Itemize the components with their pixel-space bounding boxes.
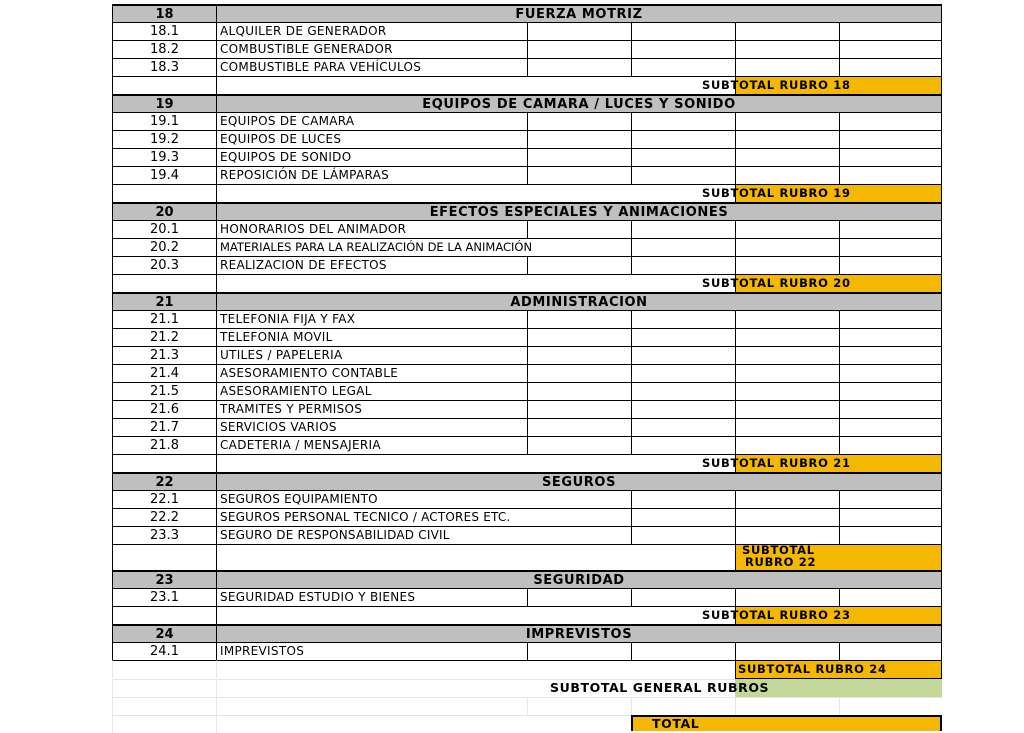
- value-cell[interactable]: [631, 642, 735, 660]
- value-cell[interactable]: [839, 40, 942, 58]
- blank-cell[interactable]: [527, 697, 631, 715]
- section-title: SEGURIDAD: [216, 570, 942, 588]
- item-description[interactable]: SEGURO DE RESPONSABILIDAD CIVIL: [216, 526, 631, 544]
- item-number[interactable]: 21.2: [112, 328, 216, 346]
- subtotal-row-21: [112, 454, 942, 472]
- item-description[interactable]: REPOSICIÓN DE LÁMPARAS: [216, 166, 527, 184]
- item-description[interactable]: EQUIPOS DE LUCES: [216, 130, 527, 148]
- value-cell[interactable]: [735, 400, 839, 418]
- blank-cell[interactable]: [216, 454, 735, 472]
- value-cell[interactable]: [631, 418, 735, 436]
- value-cell[interactable]: [839, 526, 942, 544]
- value-cell[interactable]: [735, 166, 839, 184]
- value-cell[interactable]: [735, 148, 839, 166]
- value-cell[interactable]: [527, 436, 631, 454]
- item-description[interactable]: ASESORAMIENTO CONTABLE: [216, 364, 527, 382]
- blank-cell[interactable]: [112, 184, 216, 202]
- value-cell[interactable]: [527, 346, 631, 364]
- value-cell[interactable]: [527, 588, 631, 606]
- blank-cell[interactable]: [112, 76, 216, 94]
- table-row: [112, 328, 942, 346]
- table-row: [112, 382, 942, 400]
- subtotal-row-18: [112, 76, 942, 94]
- item-description[interactable]: COMBUSTIBLE GENERADOR: [216, 40, 527, 58]
- value-cell[interactable]: [527, 112, 631, 130]
- section-header-21: [112, 292, 942, 310]
- value-cell[interactable]: [527, 364, 631, 382]
- value-cell[interactable]: [631, 58, 735, 76]
- blank-cell[interactable]: [216, 544, 735, 570]
- blank-cell[interactable]: [216, 660, 735, 678]
- value-cell[interactable]: [527, 148, 631, 166]
- value-cell[interactable]: [735, 346, 839, 364]
- table-row: [112, 400, 942, 418]
- item-description[interactable]: TELEFONIA MOVIL: [216, 328, 527, 346]
- value-cell[interactable]: [839, 418, 942, 436]
- value-cell[interactable]: [527, 418, 631, 436]
- value-cell[interactable]: [527, 400, 631, 418]
- section-header-19: [112, 94, 942, 112]
- section-number: 21: [112, 292, 216, 310]
- section-header-24: [112, 624, 942, 642]
- table-row: [112, 22, 942, 40]
- item-description[interactable]: SEGUROS PERSONAL TECNICO / ACTORES ETC.: [216, 508, 631, 526]
- section-number: 22: [112, 472, 216, 490]
- value-cell[interactable]: [631, 22, 735, 40]
- table-row: [112, 364, 942, 382]
- table-row: [112, 436, 942, 454]
- item-number[interactable]: 18.3: [112, 58, 216, 76]
- subtotal-row-20: [112, 274, 942, 292]
- blank-row: [112, 697, 942, 715]
- item-description[interactable]: TELEFONIA FIJA Y FAX: [216, 310, 527, 328]
- item-description[interactable]: CADETERIA / MENSAJERIA: [216, 436, 527, 454]
- value-cell[interactable]: [631, 508, 735, 526]
- value-cell[interactable]: [631, 112, 735, 130]
- value-cell[interactable]: [735, 490, 839, 508]
- blank-cell[interactable]: [216, 606, 735, 624]
- value-cell[interactable]: [735, 310, 839, 328]
- blank-cell[interactable]: [735, 697, 839, 715]
- table-row: [112, 346, 942, 364]
- value-cell[interactable]: [527, 58, 631, 76]
- value-cell[interactable]: [735, 238, 839, 256]
- value-cell[interactable]: [631, 526, 735, 544]
- value-cell[interactable]: [631, 238, 735, 256]
- value-cell[interactable]: [839, 310, 942, 328]
- item-description[interactable]: HONORARIOS DEL ANIMADOR: [216, 220, 527, 238]
- value-cell[interactable]: [839, 22, 942, 40]
- value-cell[interactable]: [631, 130, 735, 148]
- value-cell[interactable]: [631, 490, 735, 508]
- value-cell[interactable]: [735, 130, 839, 148]
- item-number[interactable]: 19.3: [112, 148, 216, 166]
- item-number[interactable]: 22.2: [112, 508, 216, 526]
- value-cell[interactable]: [527, 22, 631, 40]
- value-cell[interactable]: [735, 112, 839, 130]
- value-cell[interactable]: [735, 418, 839, 436]
- blank-cell[interactable]: [631, 697, 735, 715]
- value-cell[interactable]: [631, 256, 735, 274]
- table-row: [112, 418, 942, 436]
- subtotal-general-label: SUBTOTAL GENERAL RUBROS: [550, 680, 770, 695]
- blank-cell[interactable]: [216, 184, 735, 202]
- subtotal-label: SUBTOTAL RUBRO 24: [738, 662, 887, 676]
- value-cell[interactable]: [631, 40, 735, 58]
- item-number[interactable]: 19.2: [112, 130, 216, 148]
- value-cell[interactable]: [839, 148, 942, 166]
- value-cell[interactable]: [839, 256, 942, 274]
- item-description[interactable]: SEGUROS EQUIPAMIENTO: [216, 490, 631, 508]
- value-cell[interactable]: [735, 642, 839, 660]
- table-row: [112, 508, 942, 526]
- section-header-20: [112, 202, 942, 220]
- table-row: [112, 526, 942, 544]
- item-number[interactable]: 21.7: [112, 418, 216, 436]
- value-cell[interactable]: [839, 382, 942, 400]
- value-cell[interactable]: [631, 310, 735, 328]
- item-number[interactable]: 19.4: [112, 166, 216, 184]
- section-title: SEGUROS: [216, 472, 942, 490]
- value-cell[interactable]: [527, 220, 631, 238]
- blank-cell[interactable]: [112, 454, 216, 472]
- subtotal-label: SUBTOTAL RUBRO 22: [742, 543, 817, 569]
- value-cell[interactable]: [631, 364, 735, 382]
- subtotal-label: SUBTOTAL RUBRO 21: [702, 456, 851, 470]
- section-header-23: [112, 570, 942, 588]
- value-cell[interactable]: [735, 58, 839, 76]
- table-row: [112, 58, 942, 76]
- value-cell[interactable]: [631, 148, 735, 166]
- blank-cell[interactable]: [112, 544, 216, 570]
- item-number[interactable]: 23.1: [112, 588, 216, 606]
- total-row: [112, 715, 942, 731]
- blank-cell[interactable]: [112, 697, 216, 715]
- value-cell[interactable]: [735, 328, 839, 346]
- subtotal-general-row: [112, 679, 942, 697]
- section-number: 23: [112, 570, 216, 588]
- table-row: [112, 130, 942, 148]
- item-number[interactable]: 20.1: [112, 220, 216, 238]
- value-cell[interactable]: [839, 400, 942, 418]
- value-cell[interactable]: [735, 40, 839, 58]
- value-cell[interactable]: [839, 58, 942, 76]
- blank-cell[interactable]: [216, 697, 527, 715]
- item-number[interactable]: 21.1: [112, 310, 216, 328]
- item-number[interactable]: 22.1: [112, 490, 216, 508]
- item-description[interactable]: REALIZACION DE EFECTOS: [216, 256, 527, 274]
- blank-cell[interactable]: [112, 715, 216, 733]
- value-cell[interactable]: [839, 166, 942, 184]
- value-cell[interactable]: [527, 256, 631, 274]
- item-description[interactable]: COMBUSTIBLE PARA VEHÍCULOS: [216, 58, 527, 76]
- item-number[interactable]: 19.1: [112, 112, 216, 130]
- value-cell[interactable]: [631, 346, 735, 364]
- section-title: FUERZA MOTRIZ: [216, 4, 942, 22]
- section-header-22: [112, 472, 942, 490]
- subtotal-row-19: [112, 184, 942, 202]
- table-row: [112, 310, 942, 328]
- value-cell[interactable]: [735, 526, 839, 544]
- table-row: [112, 166, 942, 184]
- value-cell[interactable]: [735, 22, 839, 40]
- value-cell[interactable]: [735, 256, 839, 274]
- value-cell[interactable]: [839, 130, 942, 148]
- item-description[interactable]: UTILES / PAPELERIA: [216, 346, 527, 364]
- table-row: [112, 148, 942, 166]
- subtotal-label: SUBTOTAL RUBRO 18: [702, 78, 851, 92]
- value-cell[interactable]: [735, 220, 839, 238]
- blank-cell[interactable]: [216, 715, 631, 733]
- subtotal-label: SUBTOTAL RUBRO 23: [702, 608, 851, 622]
- value-cell[interactable]: [527, 310, 631, 328]
- table-row: [112, 220, 942, 238]
- value-cell[interactable]: [527, 166, 631, 184]
- section-number: 19: [112, 94, 216, 112]
- table-row: [112, 256, 942, 274]
- value-cell[interactable]: [527, 328, 631, 346]
- blank-cell[interactable]: [112, 274, 216, 292]
- value-cell[interactable]: [839, 436, 942, 454]
- value-cell[interactable]: [839, 328, 942, 346]
- section-title: EFECTOS ESPECIALES Y ANIMACIONES: [216, 202, 942, 220]
- value-cell[interactable]: [631, 382, 735, 400]
- value-cell[interactable]: [527, 40, 631, 58]
- table-row: [112, 490, 942, 508]
- section-header-18: [112, 4, 942, 22]
- item-number[interactable]: 18.1: [112, 22, 216, 40]
- item-number[interactable]: 21.3: [112, 346, 216, 364]
- subtotal-row-24: [112, 660, 942, 679]
- value-cell[interactable]: [735, 508, 839, 526]
- item-description[interactable]: SEGURIDAD ESTUDIO Y BIENES: [216, 588, 527, 606]
- value-cell[interactable]: [839, 238, 942, 256]
- table-row: [112, 238, 942, 256]
- subtotal-row-22: [112, 544, 942, 570]
- value-cell[interactable]: [735, 588, 839, 606]
- blank-cell[interactable]: [112, 660, 216, 678]
- section-number: 20: [112, 202, 216, 220]
- value-cell[interactable]: [839, 364, 942, 382]
- item-number[interactable]: 20.2: [112, 238, 216, 256]
- subtotal-label: SUBTOTAL RUBRO 20: [702, 276, 851, 290]
- section-title: IMPREVISTOS: [216, 624, 942, 642]
- subtotal-row-23: [112, 606, 942, 624]
- value-cell[interactable]: [527, 642, 631, 660]
- item-number[interactable]: 18.2: [112, 40, 216, 58]
- value-cell[interactable]: [631, 328, 735, 346]
- value-cell[interactable]: [839, 642, 942, 660]
- blank-cell[interactable]: [112, 679, 216, 697]
- item-description[interactable]: EQUIPOS DE CAMARA: [216, 112, 527, 130]
- item-number[interactable]: 21.5: [112, 382, 216, 400]
- table-row: [112, 642, 942, 660]
- item-description[interactable]: MATERIALES PARA LA REALIZACIÓN DE LA ANIMACIÓN: [216, 238, 631, 256]
- value-cell[interactable]: [631, 588, 735, 606]
- value-cell[interactable]: [527, 382, 631, 400]
- subtotal-label: SUBTOTAL RUBRO 19: [702, 186, 851, 200]
- value-cell[interactable]: [839, 588, 942, 606]
- value-cell[interactable]: [527, 130, 631, 148]
- item-number[interactable]: 20.3: [112, 256, 216, 274]
- item-number[interactable]: 24.1: [112, 642, 216, 660]
- value-cell[interactable]: [839, 112, 942, 130]
- value-cell[interactable]: [735, 382, 839, 400]
- blank-cell[interactable]: [112, 606, 216, 624]
- section-title: ADMINISTRACION: [216, 292, 942, 310]
- value-cell[interactable]: [839, 508, 942, 526]
- value-cell[interactable]: [631, 166, 735, 184]
- blank-cell[interactable]: [839, 697, 942, 715]
- item-number[interactable]: 21.6: [112, 400, 216, 418]
- table-row: [112, 112, 942, 130]
- item-number[interactable]: 21.8: [112, 436, 216, 454]
- item-description[interactable]: EQUIPOS DE SONIDO: [216, 148, 527, 166]
- section-number: 24: [112, 624, 216, 642]
- blank-cell[interactable]: [216, 76, 735, 94]
- item-number[interactable]: 21.4: [112, 364, 216, 382]
- value-cell[interactable]: [631, 400, 735, 418]
- item-description[interactable]: TRAMITES Y PERMISOS: [216, 400, 527, 418]
- value-cell[interactable]: [735, 436, 839, 454]
- value-cell[interactable]: [631, 436, 735, 454]
- section-number: 18: [112, 4, 216, 22]
- table-row: [112, 588, 942, 606]
- table-row: [112, 40, 942, 58]
- total-label: TOTAL: [652, 716, 700, 731]
- value-cell[interactable]: [631, 220, 735, 238]
- item-number[interactable]: 23.3: [112, 526, 216, 544]
- item-description[interactable]: IMPREVISTOS: [216, 642, 527, 660]
- value-cell[interactable]: [735, 364, 839, 382]
- budget-table: [112, 4, 942, 731]
- item-description[interactable]: ASESORAMIENTO LEGAL: [216, 382, 527, 400]
- value-cell[interactable]: [839, 346, 942, 364]
- item-description[interactable]: SERVICIOS VARIOS: [216, 418, 527, 436]
- blank-cell[interactable]: [216, 274, 735, 292]
- item-description[interactable]: ALQUILER DE GENERADOR: [216, 22, 527, 40]
- value-cell[interactable]: [839, 490, 942, 508]
- section-title: EQUIPOS DE CAMARA / LUCES Y SONIDO: [216, 94, 942, 112]
- value-cell[interactable]: [839, 220, 942, 238]
